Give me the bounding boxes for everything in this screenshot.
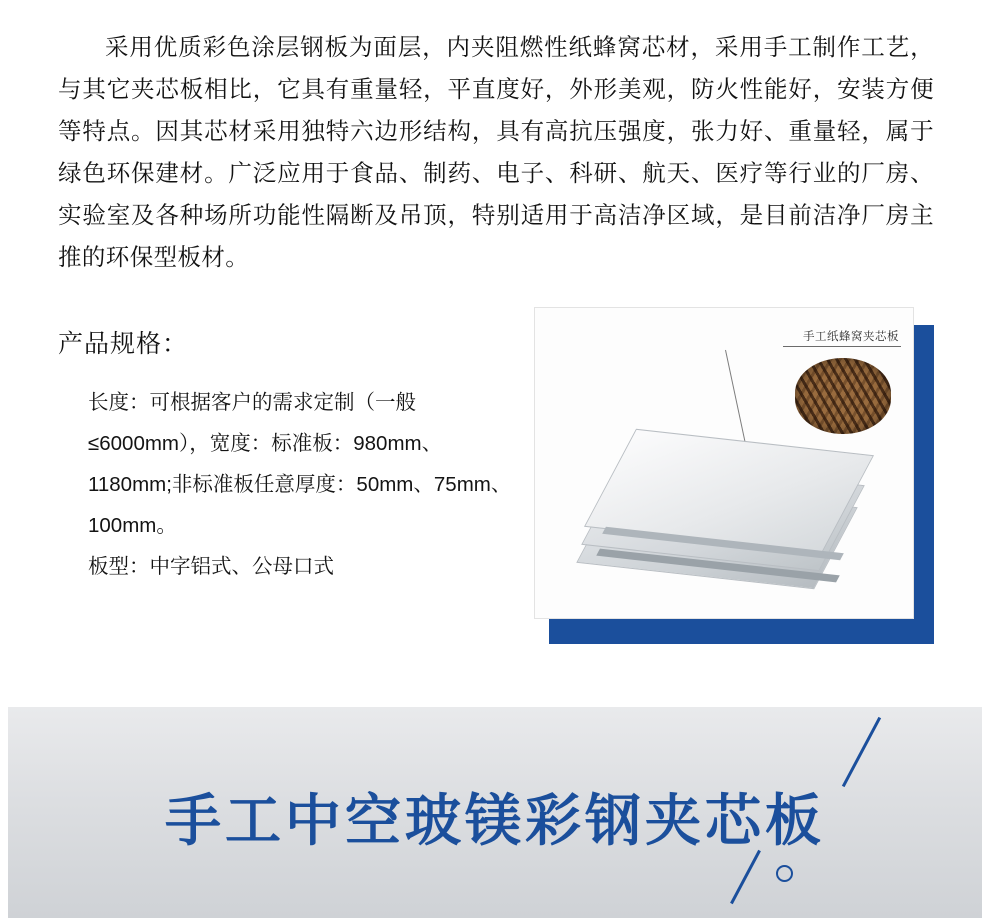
photo-callout-underline: [783, 346, 901, 347]
product-image-panel: [534, 307, 934, 644]
sandwich-panel-illustration: [577, 436, 877, 586]
photo-callout-label: 手工纸蜂窝夹芯板: [803, 331, 899, 343]
decorative-circle-icon: [776, 865, 793, 882]
spec-line-dimensions: 长度：可根据客户的需求定制（一般≤6000mm），宽度：标准板：980mm、1180mm;非标准板任意厚度：50mm、75mm、100mm。: [88, 391, 512, 537]
banner-title: 手工中空玻镁彩钢夹芯板: [165, 789, 825, 852]
product-description: 采用优质彩色涂层钢板为面层，内夹阻燃性纸蜂窝芯材，采用手工制作工艺，与其它夹芯板相比，它具有重量轻，平直度好，外形美观，防火性能好，安装方便等特点。因其芯材采用独特六边形结构，具有高抗压强度，张力好、重量轻，属于绿色环保建材。广泛应用于食品、制药、电子、科研、航天、医疗等行业的厂房、实验室及各种场所功能性隔断及吊顶，特别适用于高洁净区域，是目前洁净厂房主推的环保型板材。: [58, 34, 934, 270]
bottom-banner: [0, 707, 990, 918]
decorative-slash-icon: [730, 850, 761, 904]
spec-line-panel-type: 板型：中字铝式、公母口式: [88, 555, 334, 578]
product-photo: [534, 307, 914, 619]
honeycomb-core-closeup-icon: [795, 358, 891, 434]
spec-section-title: 产品规格：: [58, 330, 189, 358]
spec-list: [88, 382, 518, 587]
